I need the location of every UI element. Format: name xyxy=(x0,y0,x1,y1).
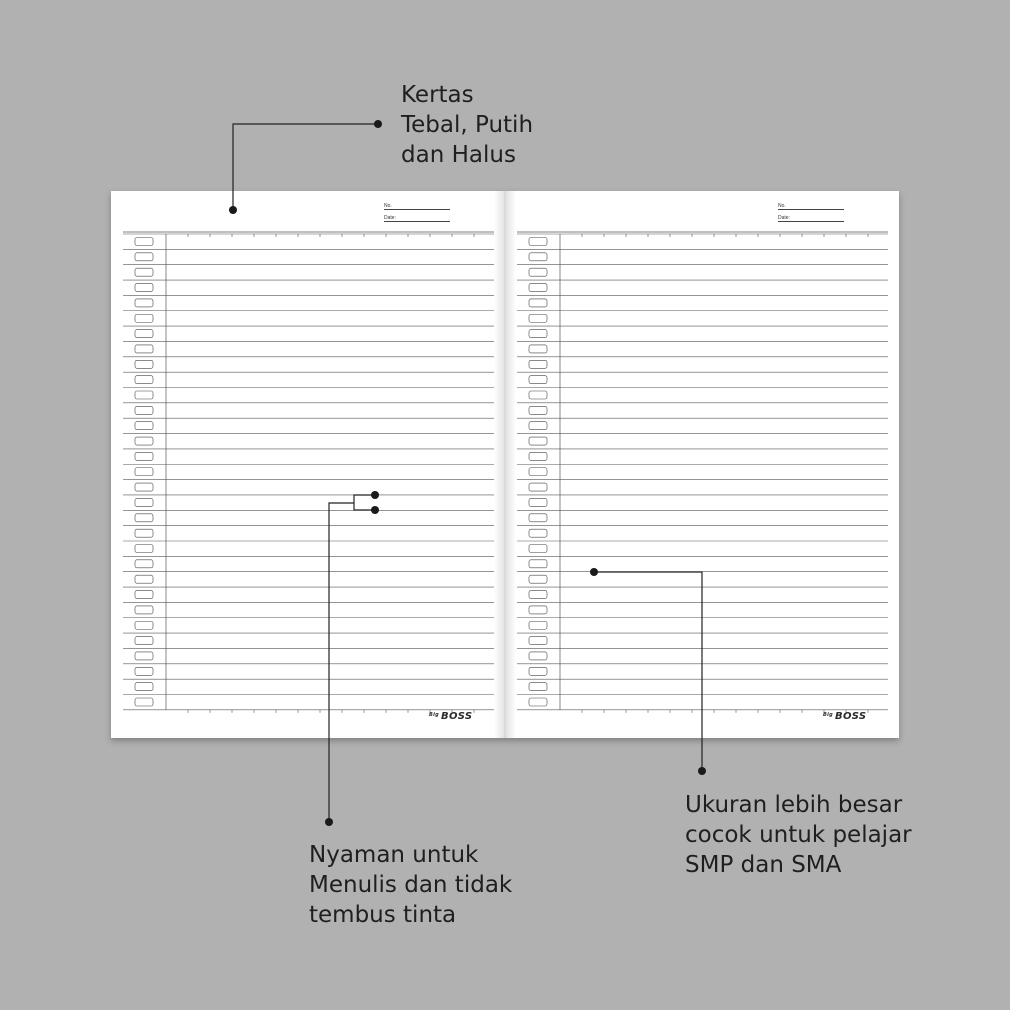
line-checkbox xyxy=(529,452,547,460)
line-checkbox xyxy=(529,360,547,368)
line-checkbox xyxy=(529,330,547,338)
line-checkbox xyxy=(529,591,547,599)
line-checkbox xyxy=(529,652,547,660)
line-checkbox xyxy=(529,391,547,399)
callout-size xyxy=(685,790,912,880)
date-field: Date: xyxy=(384,215,450,222)
line-checkbox xyxy=(529,545,547,553)
callout-line: Menulis dan tidak xyxy=(309,872,513,898)
line-checkbox xyxy=(135,422,153,430)
line-checkbox xyxy=(135,268,153,276)
line-checkbox xyxy=(135,545,153,553)
ruled-lines xyxy=(111,191,505,738)
line-checkbox xyxy=(135,452,153,460)
callout-paper-quality xyxy=(401,80,533,170)
line-checkbox xyxy=(135,652,153,660)
line-checkbox xyxy=(135,560,153,568)
right-page xyxy=(505,191,899,738)
line-checkbox xyxy=(135,529,153,537)
line-checkbox xyxy=(135,360,153,368)
line-checkbox xyxy=(529,468,547,476)
line-checkbox xyxy=(135,314,153,322)
line-checkbox xyxy=(529,314,547,322)
line-checkbox xyxy=(529,406,547,414)
line-checkbox xyxy=(135,683,153,691)
callout-line: Kertas xyxy=(401,82,474,108)
line-checkbox xyxy=(135,621,153,629)
callout-line: cocok untuk pelajar xyxy=(685,822,912,848)
line-checkbox xyxy=(135,575,153,583)
line-checkbox xyxy=(529,606,547,614)
line-checkbox xyxy=(135,667,153,675)
line-checkbox xyxy=(529,284,547,292)
date-field: Date: xyxy=(778,215,844,222)
left-page xyxy=(111,191,505,738)
line-checkbox xyxy=(529,299,547,307)
line-checkbox xyxy=(135,698,153,706)
callout-line: Nyaman untuk xyxy=(309,842,479,868)
line-checkbox xyxy=(529,560,547,568)
line-checkbox xyxy=(135,299,153,307)
line-checkbox xyxy=(135,514,153,522)
callout-line: tembus tinta xyxy=(309,902,457,928)
line-checkbox xyxy=(529,345,547,353)
line-checkbox xyxy=(135,637,153,645)
ruled-lines xyxy=(505,191,899,738)
number-field: No. xyxy=(384,203,450,210)
line-checkbox xyxy=(529,268,547,276)
line-checkbox xyxy=(135,345,153,353)
line-checkbox xyxy=(135,606,153,614)
line-checkbox xyxy=(135,284,153,292)
line-checkbox xyxy=(529,514,547,522)
open-notebook xyxy=(111,191,899,738)
line-checkbox xyxy=(529,437,547,445)
line-checkbox xyxy=(135,406,153,414)
line-checkbox xyxy=(529,667,547,675)
line-checkbox xyxy=(135,468,153,476)
line-checkbox xyxy=(135,591,153,599)
line-checkbox xyxy=(135,483,153,491)
callout-writing-comfort xyxy=(309,840,512,930)
line-checkbox xyxy=(135,238,153,246)
line-checkbox xyxy=(529,575,547,583)
line-checkbox xyxy=(529,498,547,506)
brand-logo: $^{Big}$ BOSS xyxy=(823,711,867,722)
line-checkbox xyxy=(529,238,547,246)
line-checkbox xyxy=(529,683,547,691)
line-checkbox xyxy=(529,253,547,261)
line-checkbox xyxy=(135,253,153,261)
callout-line: dan Halus xyxy=(401,142,516,168)
line-checkbox xyxy=(135,376,153,384)
line-checkbox xyxy=(135,391,153,399)
callout-line: Ukuran lebih besar xyxy=(685,792,903,818)
line-checkbox xyxy=(135,330,153,338)
line-checkbox xyxy=(529,376,547,384)
line-checkbox xyxy=(529,621,547,629)
callout-line: SMP dan SMA xyxy=(685,852,842,878)
callout-line: Tebal, Putih xyxy=(401,112,534,138)
line-checkbox xyxy=(529,637,547,645)
line-checkbox xyxy=(529,698,547,706)
line-checkbox xyxy=(135,498,153,506)
line-checkbox xyxy=(135,437,153,445)
number-field: No. xyxy=(778,203,844,210)
brand-logo: $^{Big}$ BOSS xyxy=(429,711,473,722)
line-checkbox xyxy=(529,422,547,430)
line-checkbox xyxy=(529,483,547,491)
line-checkbox xyxy=(529,529,547,537)
